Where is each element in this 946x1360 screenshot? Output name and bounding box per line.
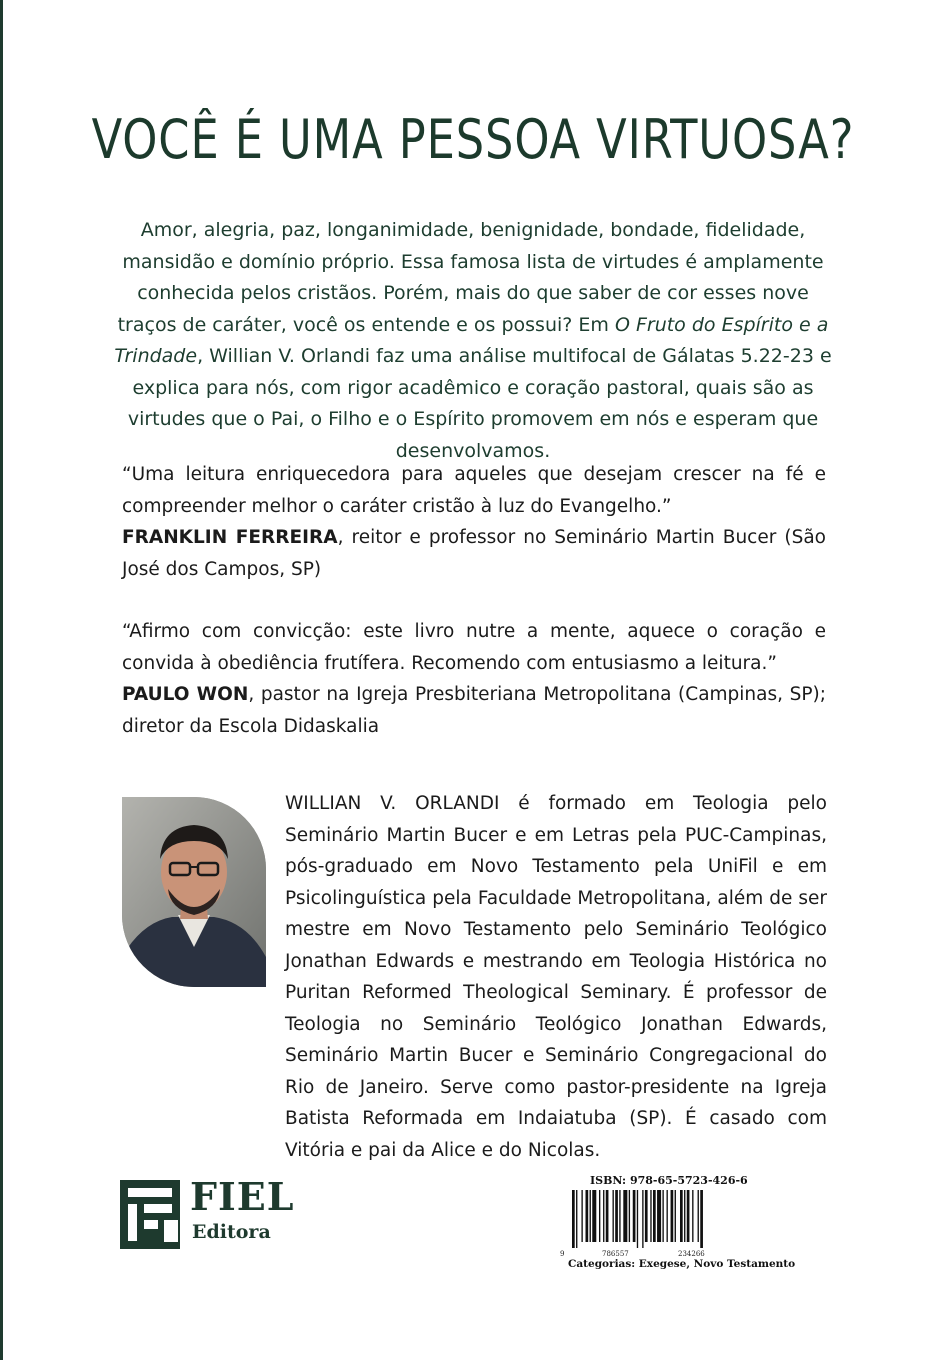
endorsement-quote: “Afirmo com convicção: este livro nutre a mente, aquece o coração e convida à obediência frutífera. Recomendo com entusiasmo a leitura.” [122,621,826,674]
cover-headline: VOCÊ É UMA PESSOA VIRTUOSA? [91,108,855,171]
endorser-name: PAULO WON [122,684,249,705]
author-bio: WILLIAN V. ORLANDI é formado em Teologia pelo Seminário Martin Bucer e em Letras pela PUC-Campinas, pós-graduado em Novo Testamento pela UniFil e em Psicolinguística pela Faculdade Metropolitana, além de ser mestre em Novo Testamento pelo Seminário Teológico Jonathan Edwards e mestrando em Teologia Histórica no Puritan Reformed Theological Seminary. É professor de Teologia no Seminário Teológico Jonathan Edwards, Seminário Martin Bucer e Seminário Congregacional do Rio de Janeiro. Serve como pastor-presidente na Igreja Batista Reformada em Indaiatuba (SP). É casado com Vitória e pai da Alice e do Nicolas. [285,793,827,1161]
endorser-role: , pastor na Igreja Presbiteriana Metropolitana (Campinas, SP); diretor da Escola Didaskalia [122,684,827,737]
synopsis-text-after: , Willian V. Orlandi faz uma análise multifocal de Gálatas 5.22-23 e explica para nós, com rigor acadêmico e coração pastoral, quais são as virtudes que o Pai, o Filho e o Espírito promovem em nós e esperam que desenvolvamos. [127,345,832,462]
endorsement-2 [122,616,826,742]
endorser-role: , reitor e professor no Seminário Martin Bucer (São José dos Campos, SP) [122,527,826,580]
barcode-digit-first: 9 [560,1250,565,1258]
barcode-digits-left: 786557 [602,1250,629,1258]
publisher-logo-icon [120,1180,186,1249]
synopsis-paragraph [112,215,834,467]
synopsis-text-before: Amor, alegria, paz, longanimidade, benignidade, bondade, fidelidade, mansidão e domínio próprio. Essa famosa lista de virtudes é amplamente conhecida pelos cristãos. Porém, mais do que saber de cor esses nove traços de caráter, você os entende e os possui? Em [117,219,824,336]
spine-edge [0,0,3,1360]
author-photo [122,797,266,987]
book-title: O Fruto do Espírito e a Trindade [114,313,829,367]
publisher-subtitle: Editora [192,1221,271,1243]
isbn-number: ISBN: 978-65-5723-426-6 [590,1174,748,1187]
publisher-name: FIEL [190,1174,295,1219]
endorsement-quote: “Uma leitura enriquecedora para aqueles que desejam crescer na fé e compreender melhor o caráter cristão à luz do Evangelho.” [122,464,826,517]
endorsement-1 [122,459,826,585]
categories: Categorias: Exegese, Novo Testamento [568,1258,796,1270]
barcode [570,1190,746,1248]
barcode-digits-right: 234266 [678,1250,705,1258]
endorser-name: FRANKLIN FERREIRA [122,527,338,548]
publisher-logo [120,1174,310,1252]
